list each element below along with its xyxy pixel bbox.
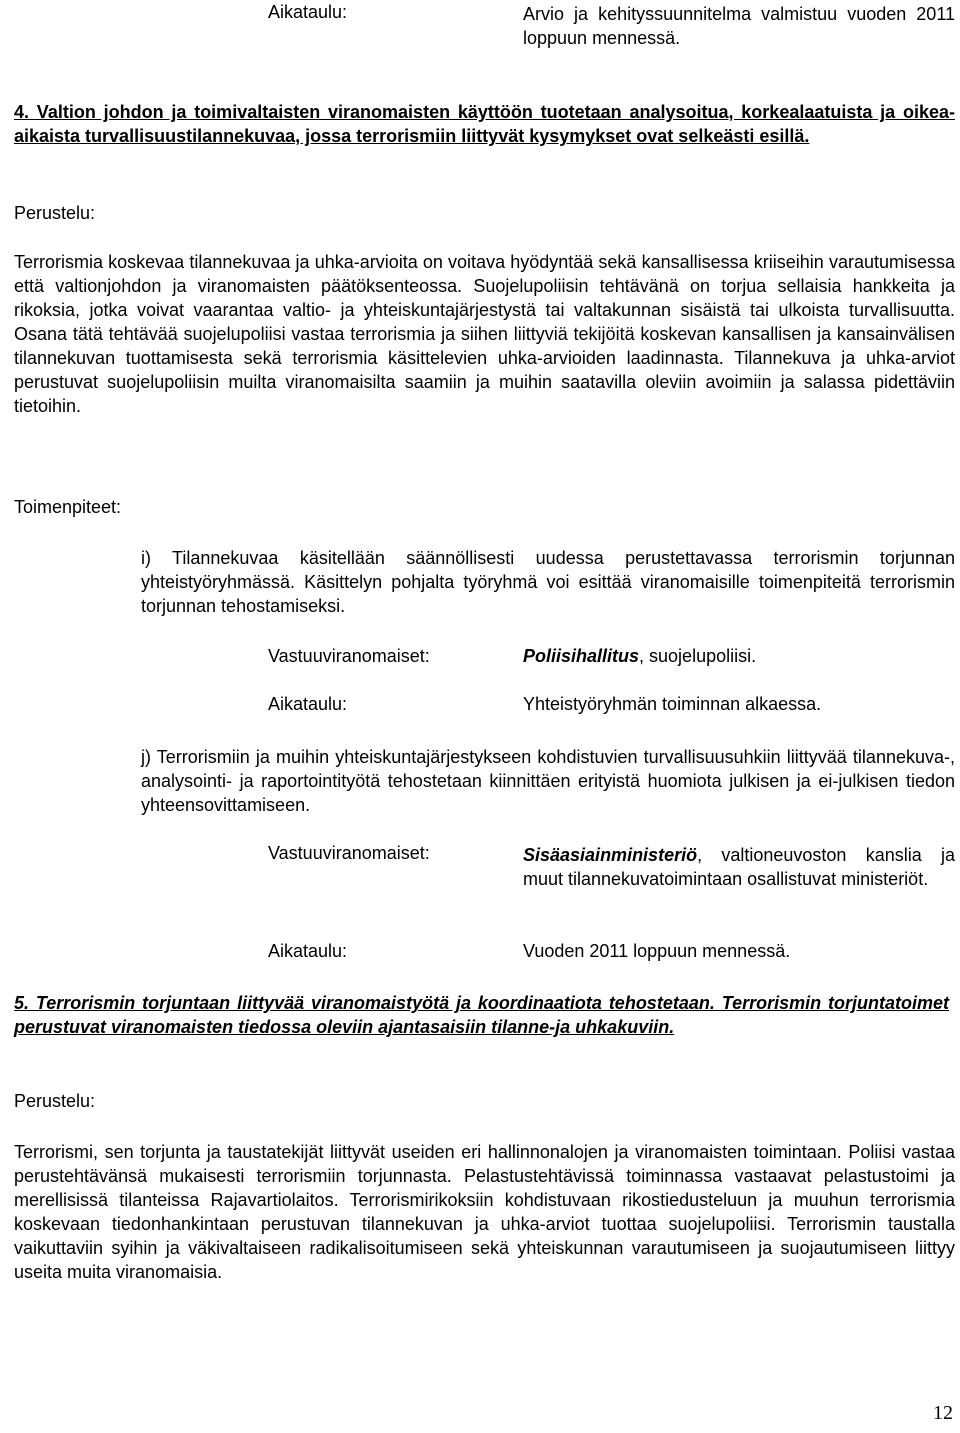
document-page: [14, 0, 955, 1433]
responsible-rest-i: , suojelupoliisi.: [639, 646, 757, 666]
schedule-label-top: Aikataulu:: [268, 2, 348, 22]
responsible-label-j: Vastuuviranomaiset:: [268, 843, 430, 863]
measure-i-text: i) Tilannekuvaa käsitellään säännöllisesti uudessa perustettavassa terrorismin torjunnan yhteistyöryhmässä. Käsittelyn pohjalta työryhmä voi esittää viranomaisille toimenpiteitä terrorismin torjunnan tehostamiseksi.: [141, 548, 955, 616]
responsible-value-j: [523, 843, 955, 891]
responsible-primary-j: Sisäasiainministeriö: [523, 845, 698, 865]
schedule-value-top: Arvio ja kehityssuunnitelma valmistuu vuoden 2011 loppuun mennessä.: [523, 4, 955, 48]
rationale-label-5: Perustelu:: [14, 1091, 96, 1111]
responsible-value-i: [523, 646, 955, 667]
section-5-heading: 5. Terrorismin torjuntaan liittyvää viranomaistyötä ja koordinaatiota tehostetaan. Terrorismin torjuntatoimet perustuvat viranomaisten tiedossa oleviin ajantasaisiin tilanne-ja uhkakuviin.: [14, 993, 949, 1037]
schedule-value-j: Vuoden 2011 loppuun mennessä.: [523, 941, 791, 961]
measures-label: Toimenpiteet:: [14, 497, 122, 517]
responsible-primary-i: Poliisihallitus: [523, 646, 640, 666]
schedule-label-j: Aikataulu:: [268, 941, 348, 961]
measure-j-text: j) Terrorismiin ja muihin yhteiskuntajärjestykseen kohdistuvien turvallisuusuhkiin liittyvää tilannekuva-, analysointi- ja raportointityötä tehostetaan kiinnittäen erityistä huomiota julkisen ja ei-julkisen tiedon yhteensovittamiseen.: [141, 747, 955, 815]
rationale-label-4: Perustelu:: [14, 203, 96, 223]
section-4-heading: 4. Valtion johdon ja toimivaltaisten viranomaisten käyttöön tuotetaan analysoitua, korkealaatuista ja oikea-aikaista turvallisuustilannekuvaa, jossa terrorismiin liittyvät kysymykset ovat selkeästi esillä.: [14, 102, 955, 146]
responsible-label-i: Vastuuviranomaiset:: [268, 646, 430, 666]
rationale-text-5: Terrorismi, sen torjunta ja taustatekijät liittyvät useiden eri hallinnonalojen ja viranomaisten toimintaan. Poliisi vastaa perustehtävänsä mukaisesti terrorismiin torjunnasta. Pelastustehtävissä toiminnassa vastaavat pelastustoimi ja merellisissä tilanteissa Rajavartiolaitos. Terrorismirikoksiin kohdistuvaan rikostiedusteluun ja muuhun terrorismia koskevaan tiedonhankintaan perustuvan tilannekuvan ja uhka-arviot tuottaa suojelupoliisi. Terrorismin taustalla vaikuttaviin syihin ja väkivaltaiseen radikalisoitumiseen sekä yhteiskunnan varautumiseen ja suojautumiseen liittyy useita muita viranomaisia.: [14, 1142, 955, 1282]
schedule-label-i: Aikataulu:: [268, 694, 348, 714]
responsible-rest-j: , valtioneuvoston kanslia ja muut tilannekuvatoimintaan osallistuvat ministeriöt.: [523, 845, 955, 889]
rationale-text-4: Terrorismia koskevaa tilannekuvaa ja uhka-arvioita on voitava hyödyntää sekä kansallisessa kriiseihin varautumisessa että valtionjohdon ja viranomaisten päätöksenteossa. Suojelupoliisin tehtävänä on torjua sellaisia hankkeita ja rikoksia, jotka voivat vaarantaa valtio- ja yhteiskuntajärjestystä tai valtakunnan sisäistä tai ulkoista turvallisuutta. Osana tätä tehtävää suojelupoliisi vastaa terrorismia ja siihen liittyviä tekijöitä koskevan kansallisen ja kansainvälisen tilannekuvan tuottamisesta sekä terrorismia käsittelevien uhka-arvioiden laadinnasta. Tilannekuva ja uhka-arviot perustuvat suojelupoliisin muilta viranomaisilta saamiin ja muihin saatavilla oleviin avoimiin ja salassa pidettäviin tietoihin.: [14, 252, 955, 416]
schedule-value-i: Yhteistyöryhmän toiminnan alkaessa.: [523, 694, 822, 714]
page-number: 12: [933, 1402, 953, 1424]
